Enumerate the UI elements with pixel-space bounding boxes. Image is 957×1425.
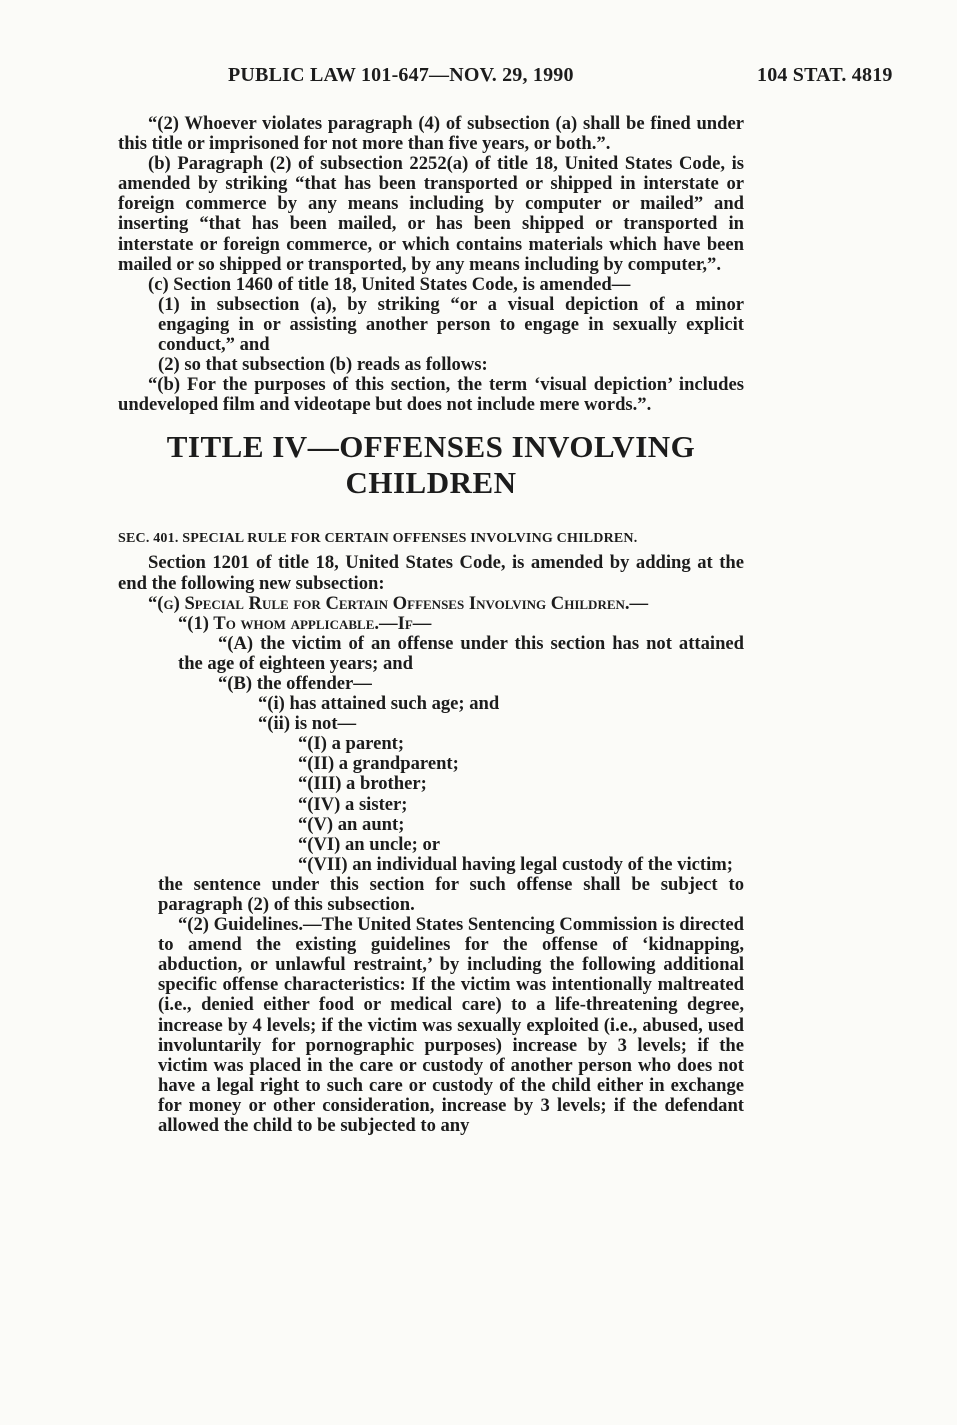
paragraph-2-guidelines [158,915,744,1136]
running-header [0,64,957,94]
clause-i: “(i) has attained such age; and [258,693,500,715]
paragraph-b-amendment: (b) Paragraph (2) of subsection 2252(a) of title 18, United States Code, is amended by striking “that has been transported or shipped in interstate or foreign commerce by any means including by computer or mailed” and inserting “that has been mailed, or has been shipped or transported in interstate or foreign commerce, or which contains materials which have been mailed or so shipped or transported, by any means including by computer,”. [118,153,744,275]
statute-page-number: 104 STAT. 4819 [757,64,893,86]
document-body [118,114,744,1136]
clause-ii: “(ii) is not— [258,713,357,735]
subsection-g-heading: “(g) Special Rule for Certain Offenses Involving Children.— [148,592,649,614]
title-heading-line-1: TITLE IV—OFFENSES INVOLVING [166,429,696,465]
paragraph-c-item-1 [158,295,744,355]
subclause-VII: “(VII) an individual having legal custody of the victim; [298,853,733,875]
subclause-III: “(III) a brother; [298,773,427,795]
section-heading: SEC. 401. SPECIAL RULE FOR CERTAIN OFFENSES INVOLVING CHILDREN. [118,531,638,547]
paragraph-2-penalty: “(2) Whoever violates paragraph (4) of subsection (a) shall be fined under this title or imprisoned for not more than five years, or both.”. [118,113,744,155]
subclause-IV: “(IV) a sister; [298,793,408,815]
subclause-V: “(V) an aunt; [298,813,405,835]
subclause-II: “(II) a grandparent; [298,753,459,775]
paragraph-2-guidelines-text: “(2) Guidelines.—The United States Sentencing Commission is directed to amend the existing guidelines for the offense of ‘kidnapping, abduction, or unlawful restraint,’ by including the following additional specific offense characteristics: If the victim was intentionally maltreated (i.e., denied either food or medical care) to a life-threatening degree, increase by 4 levels; if the victim was sexually exploited (i.e., abused, used involuntarily for pornographic purposes) increase by 3 levels; if the victim was placed in the care or custody of another person who does not have a legal right to such care or custody of the child either in exchange for money or other consideration, increase by 3 levels; if the defendant allowed the child to be subjected to any [158,914,744,1137]
title-heading [118,429,744,501]
subclause-I: “(I) a parent; [298,733,405,755]
subclause-VI: “(VI) an uncle; or [298,833,441,855]
paragraph-1-heading: “(1) To whom applicable.—If— [178,612,432,634]
subparagraph-A-text: “(A) the victim of an offense under this section has not attained the age of eighteen years; and [178,632,744,674]
title-heading-line-2: CHILDREN [345,465,517,501]
paragraph-c-quoted-subsection-b: “(b) For the purposes of this section, the term ‘visual depiction’ includes undeveloped film and videotape but does not include mere words.”. [118,374,744,416]
subparagraph-B: “(B) the offender— [218,672,372,694]
paragraph-c-item-2: (2) so that subsection (b) reads as follows: [158,354,488,376]
sentence-clause: the sentence under this section for such offense shall be subject to paragraph (2) of this subsection. [158,873,744,915]
paragraph-c-item-1-text: (1) in subsection (a), by striking “or a visual depiction of a minor engaging in or assisting another person to engage in sexually explicit conduct,” and [158,293,744,356]
section-intro: Section 1201 of title 18, United States Code, is amended by adding at the end the following new subsection: [118,552,744,594]
paragraph-c-amendment: (c) Section 1460 of title 18, United States Code, is amended— [148,273,631,295]
law-citation: PUBLIC LAW 101-647—NOV. 29, 1990 [228,64,574,86]
subparagraph-A [178,634,744,674]
